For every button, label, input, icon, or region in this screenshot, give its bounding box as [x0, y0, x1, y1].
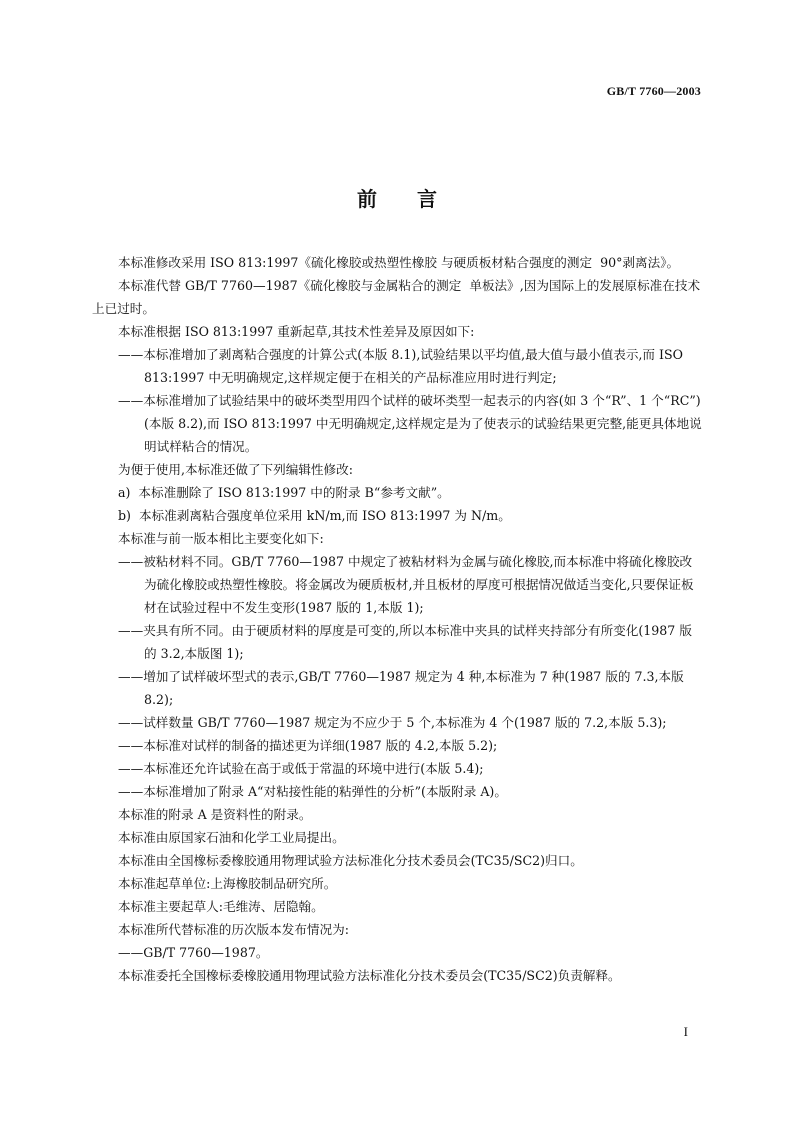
paragraph: 本标准委托全国橡标委橡胶通用物理试验方法标准化分技术委员会(TC35/SC2)负责解释。 [118, 968, 621, 983]
list-item-a: a) 本标准删除了 ISO 813:1997 中的附录 B“参考文献”。 [118, 485, 450, 500]
paragraph: 本标准的附录 A 是资料性的附录。 [118, 807, 312, 822]
paragraph: 为便于使用,本标准还做了下列编辑性修改: [118, 462, 353, 477]
paragraph: 本标准修改采用 ISO 813:1997《硫化橡胶或热塑性橡胶 与硬质板材粘合强度的测定 90°剥离法》。 [118, 255, 680, 270]
standard-code: GB/T 7760—2003 [606, 84, 701, 98]
dash-item: ——本标准增加了试验结果中的破坏类型用四个试样的破坏类型一起表示的内容(如 3 个“R”、1 个“RC”)(本版 8.2),而 ISO 813:1997 中无明确规定,这样规定是为了使表示的试验结果更完整,能更具体地说明试样粘合的情况。 [118, 393, 702, 454]
dash-item: ——本标准还允许试验在高于或低于常温的环境中进行(本版 5.4); [118, 761, 484, 776]
paragraph: 本标准主要起草人:毛维涛、居隐翰。 [118, 899, 324, 914]
dash-item: ——本标准增加了附录 A“对粘接性能的粘弹性的分析”(本版附录 A)。 [118, 784, 507, 799]
dash-item: ——夹具有所不同。由于硬质材料的厚度是可变的,所以本标准中夹具的试样夹持部分有所变化(1987 版的 3.2,本版图 1); [118, 623, 692, 661]
paragraph: 本标准由原国家石油和化学工业局提出。 [118, 830, 345, 845]
dash-item: ——GB/T 7760—1987。 [118, 945, 269, 960]
paragraph: 本标准代替 GB/T 7760—1987《硫化橡胶与金属粘合的测定 单板法》,因为国际上的发展原标准在技术上已过时。 [92, 278, 701, 316]
paragraph: 本标准所代替标准的历次版本发布情况为: [118, 922, 349, 937]
paragraph: 本标准起草单位:上海橡胶制品研究所。 [118, 876, 337, 891]
list-item-b: b) 本标准剥离粘合强度单位采用 kN/m,而 ISO 813:1997 为 N/m。 [118, 508, 511, 523]
preface-body [92, 251, 704, 987]
dash-item: ——被粘材料不同。GB/T 7760—1987 中规定了被粘材料为金属与硫化橡胶,而本标准中将硫化橡胶改为硫化橡胶或热塑性橡胶。将金属改为硬质板材,并且板材的厚度可根据情况做适当变化,只要保证板材在试验过程中不发生变形(1987 版的 1,本版 1); [118, 554, 694, 615]
page-title: 前言 [357, 187, 477, 211]
paragraph: 本标准根据 ISO 813:1997 重新起草,其技术性差异及原因如下: [118, 324, 475, 339]
paragraph: 本标准与前一版本相比主要变化如下: [118, 531, 324, 546]
dash-item: ——试样数量 GB/T 7760—1987 规定为不应少于 5 个,本标准为 4 个(1987 版的 7.2,本版 5.3); [118, 715, 667, 730]
paragraph: 本标准由全国橡标委橡胶通用物理试验方法标准化分技术委员会(TC35/SC2)归口。 [118, 853, 583, 868]
dash-item: ——本标准对试样的制备的描述更为详细(1987 版的 4.2,本版 5.2); [118, 738, 498, 753]
page-number: I [683, 1024, 688, 1039]
dash-item: ——增加了试样破坏型式的表示,GB/T 7760—1987 规定为 4 种,本标准为 7 种(1987 版的 7.3,本版 8.2); [118, 669, 688, 707]
dash-item: ——本标准增加了剥离粘合强度的计算公式(本版 8.1),试验结果以平均值,最大值与最小值表示,而 ISO 813:1997 中无明确规定,这样规定便于在相关的产品标准应用时进行判定; [118, 347, 687, 385]
